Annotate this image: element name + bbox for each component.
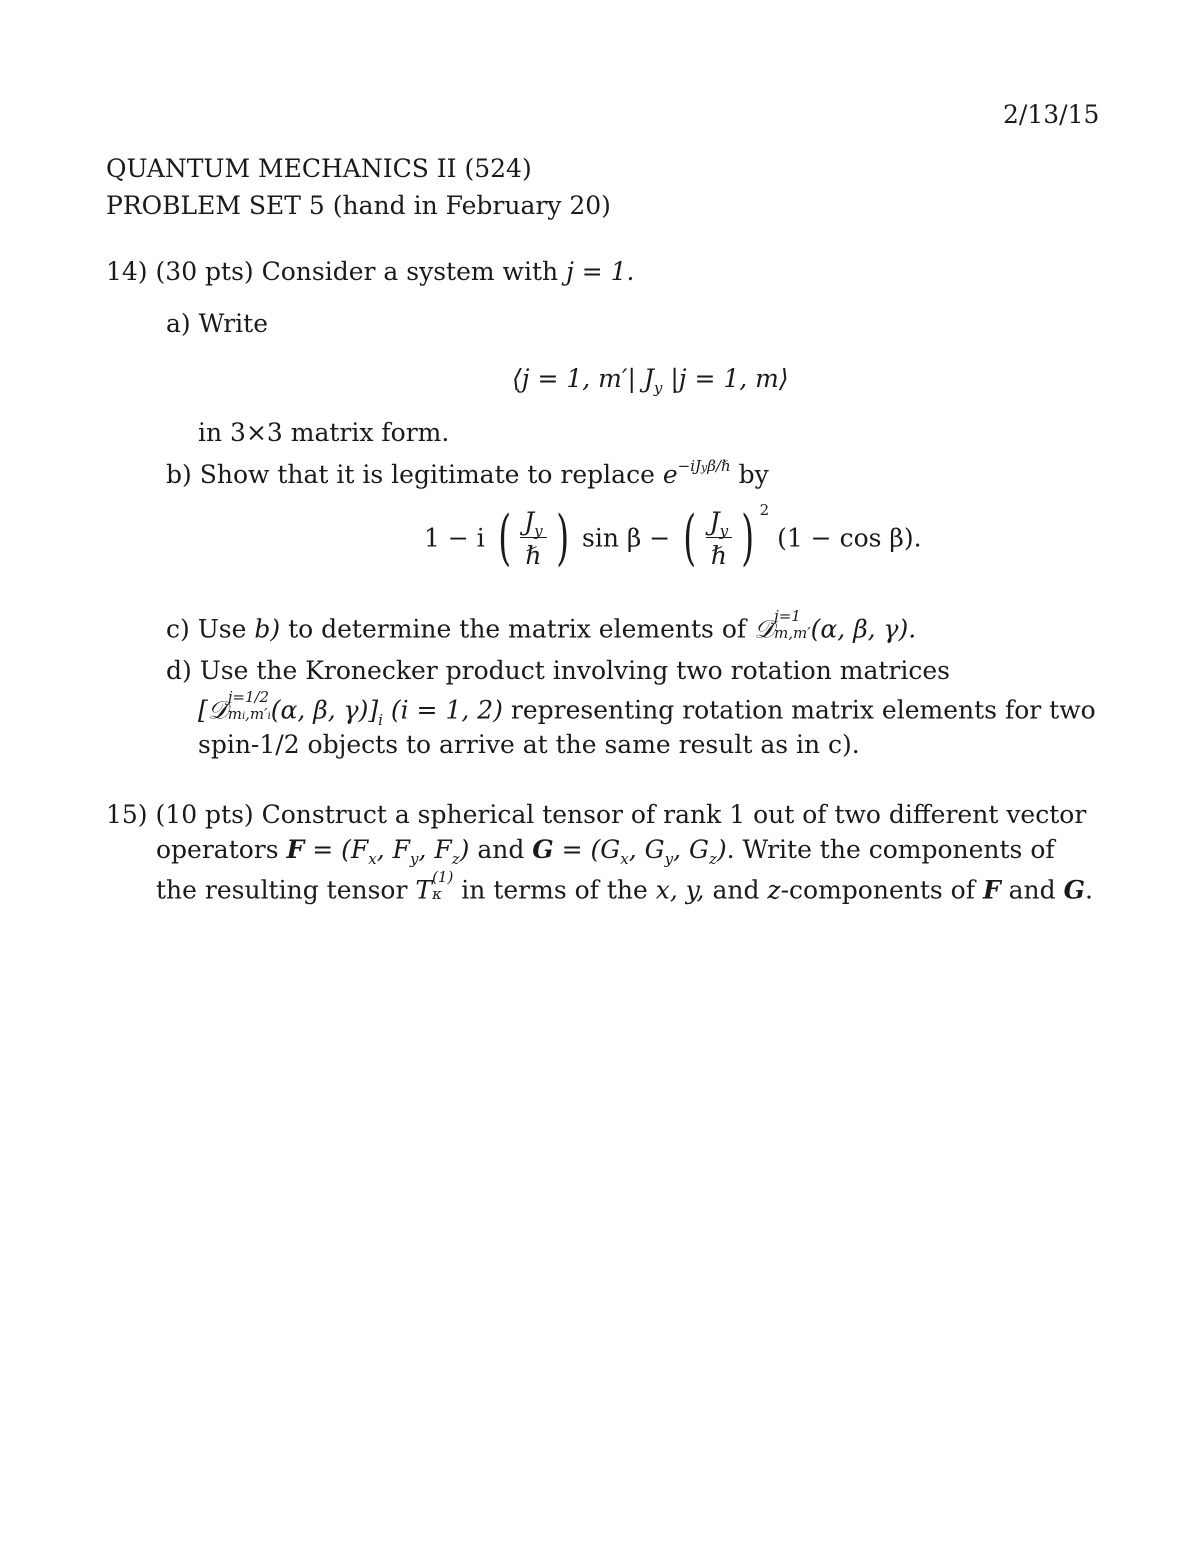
- problem-15-label: 15): [106, 800, 148, 829]
- vector-G: G: [532, 835, 554, 864]
- part-a-equation: [512, 364, 789, 397]
- G-tuple: = ($G_x$, $G_y$, $G_z$): [561, 835, 727, 868]
- part-b-label: b): [166, 460, 192, 489]
- rotation-D-indices: j=1 m,m′: [774, 607, 811, 642]
- eq-a-start: ⟨j = 1, m′| J: [512, 364, 654, 393]
- part-b-equation: [424, 500, 922, 573]
- left-paren-2: (: [683, 503, 697, 573]
- right-paren-2: ): [741, 503, 755, 573]
- exp-base: e: [662, 460, 678, 489]
- part-d-line1: [166, 658, 950, 683]
- tensor-T-indices: (1) κ: [432, 868, 454, 903]
- part-c-ref: b): [254, 614, 281, 644]
- d-i-sub: i: [378, 710, 383, 729]
- part-b-text: Show that it is legitimate to replace: [199, 460, 655, 489]
- eq-b-start: 1 − i: [424, 523, 485, 553]
- vector-F-ref: F: [982, 875, 1001, 905]
- d-cond: (i = 1, 2): [390, 695, 503, 725]
- p15-l3-and: and: [712, 875, 760, 905]
- part-a-text: Write: [198, 309, 268, 338]
- p15-l3c: -components of: [780, 875, 975, 905]
- p15-vars: x, y,: [655, 875, 705, 905]
- fraction-1: $\frac{J_y}{\text{ℏ}}$: [520, 509, 547, 568]
- part-c-label: c): [166, 614, 190, 644]
- problem-14-math: j = 1.: [566, 257, 635, 286]
- part-a-line: [166, 311, 268, 336]
- eq-b-mid: sin β −: [582, 523, 671, 553]
- problem-14-intro: [106, 259, 635, 284]
- part-d-text1: Use the Kronecker product involving two rotation matrices: [199, 656, 950, 685]
- eq-b-end: (1 − cos β).: [777, 523, 922, 553]
- problem-14-label: 14): [106, 257, 148, 286]
- vector-G-ref: G: [1063, 875, 1085, 905]
- p15-l3b: in terms of the: [461, 875, 648, 905]
- left-paren-1: (: [497, 503, 511, 573]
- part-d-line2: [198, 688, 1096, 729]
- problem-15-line1: [106, 802, 1086, 827]
- part-c-args: (α, β, γ).: [810, 614, 917, 644]
- eq-b-power: 2: [759, 500, 770, 519]
- right-paren-1: ): [555, 503, 569, 573]
- p15-z: z: [767, 875, 781, 905]
- d-line2-end: representing rotation matrix elements for two: [510, 695, 1096, 725]
- p15-l3a: the resulting tensor: [156, 875, 408, 905]
- part-b-by: by: [738, 460, 769, 489]
- date: 2/13/15: [1003, 100, 1100, 129]
- p15-l3-and2: and: [1008, 875, 1056, 905]
- exp-sup: −iJyβ/ℏ: [677, 457, 731, 475]
- d-bracket-D: [𝒟: [198, 695, 228, 725]
- tensor-T: T: [415, 875, 433, 905]
- problem-14-text: (30 pts) Consider a system with: [155, 257, 559, 286]
- vector-F: F: [286, 835, 305, 864]
- p15-and: and: [477, 835, 525, 864]
- part-d-line3: spin-1/2 objects to arrive at the same result as in c).: [198, 730, 860, 759]
- part-a-label: a): [166, 309, 191, 338]
- problem-15-text1: (10 pts) Construct a spherical tensor of rank 1 out of two different vector: [155, 800, 1087, 829]
- problem-set-title: PROBLEM SET 5 (hand in February 20): [106, 191, 611, 220]
- F-tuple: = ($F_x$, $F_y$, $F_z$): [312, 835, 470, 868]
- part-c-text2: to determine the matrix elements of: [288, 614, 747, 644]
- d-args: (α, β, γ)]: [270, 695, 379, 725]
- p15-period: .: [1084, 875, 1093, 905]
- eq-a-sub: y: [653, 379, 663, 397]
- eq-a-end: |j = 1, m⟩: [670, 364, 789, 393]
- part-c-text1: Use: [197, 614, 247, 644]
- problem-15-line3: [156, 868, 1093, 908]
- p15-operators: operators: [156, 835, 279, 864]
- part-a-after: in 3×3 matrix form.: [198, 418, 450, 447]
- rotation-D: 𝒟: [754, 614, 775, 644]
- fraction-2: $\frac{J_y}{\text{ℏ}}$: [706, 509, 733, 568]
- part-d-label: d): [166, 656, 192, 685]
- part-c-line: [166, 607, 917, 647]
- part-b-line: [166, 457, 769, 489]
- problem-15-line2: [156, 835, 1055, 868]
- d-D-indices: j=1/2 mi,m′i: [227, 688, 271, 723]
- p15-line2-end: . Write the components of: [726, 835, 1055, 864]
- course-title: QUANTUM MECHANICS II (524): [106, 154, 532, 183]
